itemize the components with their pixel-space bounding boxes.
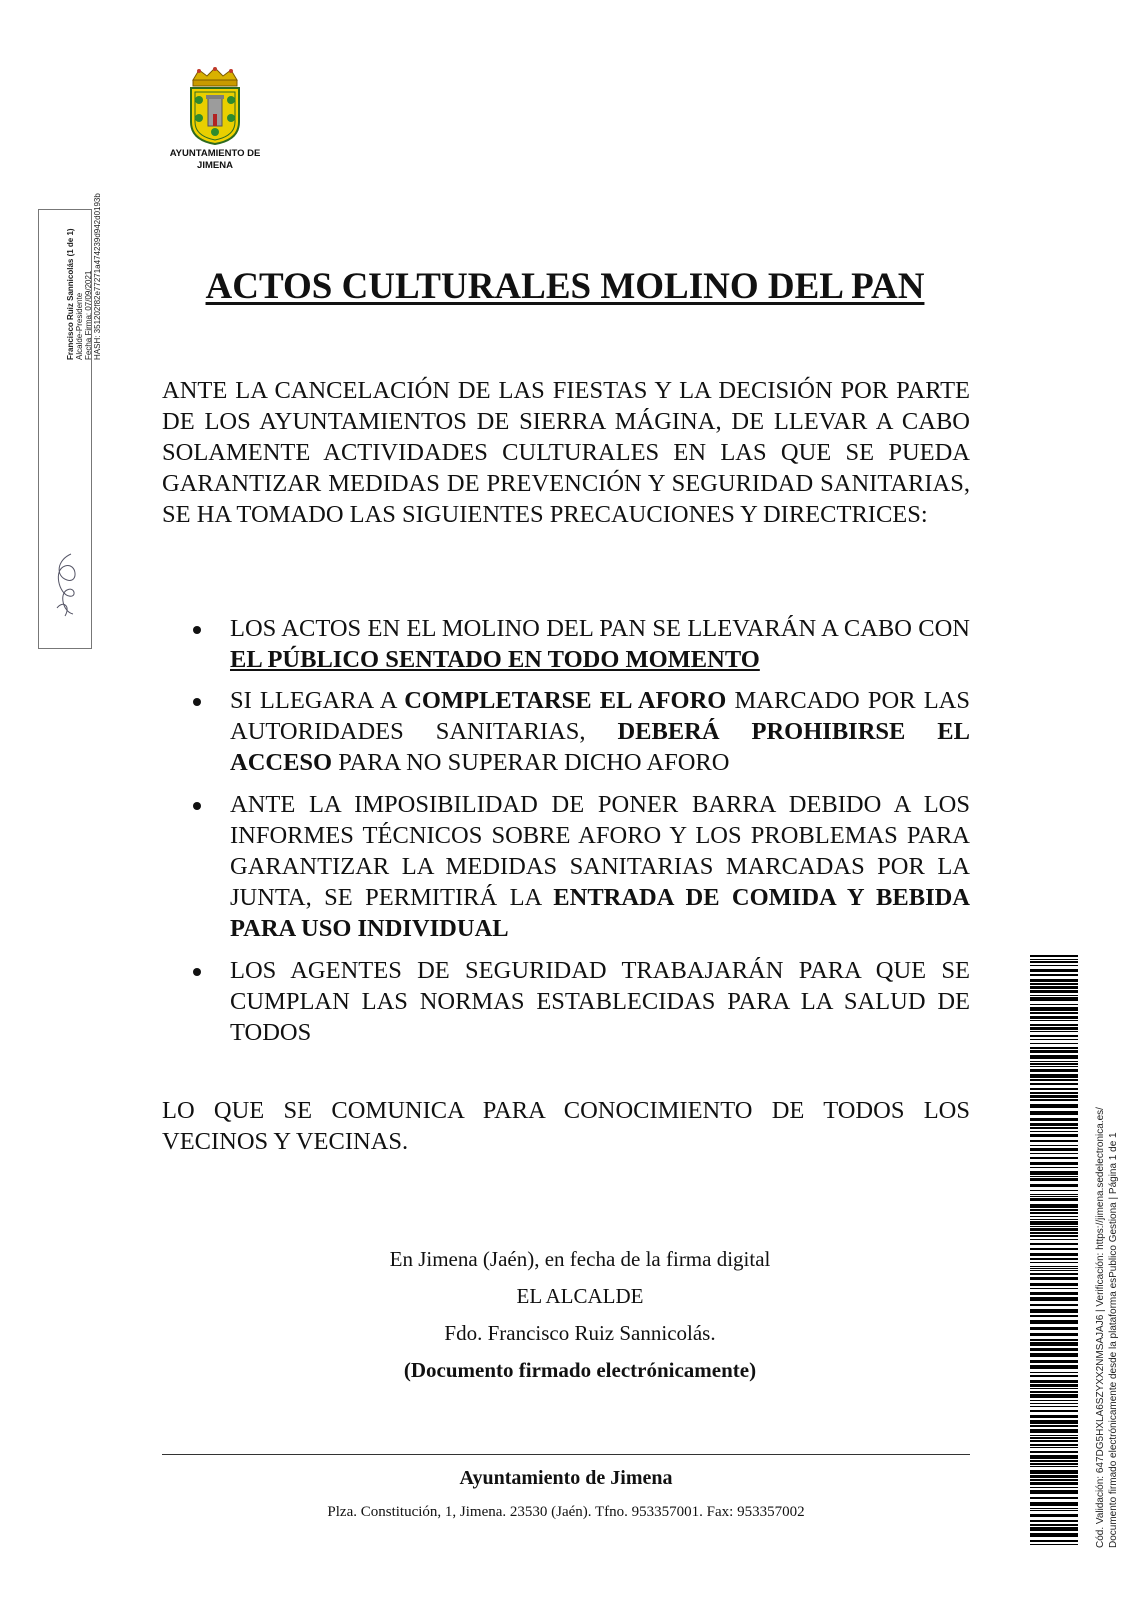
barcode-bar [1030, 1050, 1078, 1053]
bullet-icon [193, 802, 201, 810]
barcode-bar [1030, 1016, 1078, 1019]
barcode-bar [1030, 1309, 1078, 1313]
bullet-text: LOS AGENTES DE SEGURIDAD TRABAJARÁN PARA QUE SE CUMPLAN LAS NORMAS ESTABLECIDAS PARA LA SALUD DE TODOS [230, 957, 970, 1046]
barcode-bar [1030, 1047, 1078, 1049]
barcode-bar [1030, 1083, 1078, 1085]
barcode-bar [1030, 1463, 1078, 1465]
barcode-bar [1030, 1190, 1078, 1191]
barcode-bar [1030, 1403, 1078, 1404]
barcode-bar [1030, 1095, 1078, 1098]
barcode-bar [1030, 1167, 1078, 1168]
barcode-bar [1030, 1327, 1078, 1330]
closing-paragraph: LO QUE SE COMUNICA PARA CONOCIMIENTO DE TODOS LOS VECINOS Y VECINAS. [162, 1097, 970, 1155]
barcode-bar [1030, 983, 1078, 985]
barcode-bar [1030, 1320, 1078, 1324]
intro-paragraph: ANTE LA CANCELACIÓN DE LAS FIESTAS Y LA DECISIÓN POR PARTE DE LOS AYUNTAMIENTOS DE SIERRA MÁGINA, DE LLEVAR A CABO SOLAMENTE ACTIVIDADES CULTURALES EN LAS QUE SE PUEDA GARANTIZAR MEDIDAS DE PREVENCIÓN Y SEGURIDAD SANITARIAS, SE HA TOMADO LAS SIGUIENTES PRECAUCIONES Y DIRECTRICES: [162, 377, 970, 528]
barcode-bar [1030, 1148, 1078, 1151]
signed-by: Fdo. Francisco Ruiz Sannicolás. [444, 1321, 716, 1345]
barcode-bar [1030, 1209, 1078, 1211]
barcode-bar [1030, 1333, 1078, 1336]
barcode-bar [1030, 1479, 1078, 1481]
barcode-bar [1030, 1157, 1078, 1159]
validation-barcode [1030, 955, 1078, 1548]
barcode-bar [1030, 995, 1078, 996]
barcode-bar [1030, 1502, 1078, 1506]
barcode-bar [1030, 1415, 1078, 1418]
barcode-bar [1030, 959, 1078, 960]
barcode-bar [1030, 1540, 1078, 1542]
electronic-signature-note: (Documento firmado electrónicamente) [403, 1358, 757, 1382]
barcode-bar [1030, 1127, 1078, 1129]
barcode-bar [1030, 1372, 1078, 1373]
barcode-bar [1030, 1171, 1078, 1175]
bullet-icon [193, 968, 201, 976]
barcode-bar [1030, 1384, 1078, 1387]
list-item [162, 685, 970, 778]
bullet-icon [193, 626, 201, 634]
barcode-bar [1030, 1510, 1078, 1511]
barcode-bar [1030, 1470, 1078, 1474]
barcode-bar [1030, 1039, 1078, 1040]
barcode-bar [1030, 1391, 1078, 1393]
barcode-bar [1030, 1162, 1078, 1165]
barcode-bar [1030, 1131, 1078, 1132]
barcode-bar [1030, 1266, 1078, 1267]
barcode-bar [1030, 1088, 1078, 1090]
barcode-bar [1030, 1277, 1078, 1280]
footer-address: Plza. Constitución, 1, Jimena. 23530 (Jaén). Tfno. 953357001. Fax: 953357002 [327, 1504, 805, 1520]
place-date: En Jimena (Jaén), en fecha de la firma digital [389, 1247, 771, 1271]
signer-position: EL ALCALDE [516, 1284, 644, 1308]
footer-divider [162, 1454, 970, 1455]
barcode-bar [1030, 1360, 1078, 1363]
validation-info [1094, 1028, 1120, 1548]
barcode-bar [1030, 1079, 1078, 1081]
document-title: ACTOS CULTURALES MOLINO DEL PAN [205, 266, 925, 307]
barcode-bar [1030, 1069, 1078, 1072]
bullet-text: SI LLEGARA A [230, 687, 405, 714]
barcode-bar [1030, 1196, 1078, 1197]
directives-list [162, 613, 970, 1058]
barcode-bar [1030, 1297, 1078, 1301]
barcode-bar [1030, 1348, 1078, 1351]
barcode-bar [1030, 986, 1078, 989]
barcode-bar [1030, 1533, 1078, 1537]
barcode-bar [1030, 1092, 1078, 1094]
list-item [162, 613, 970, 675]
barcode-bar [1030, 1524, 1078, 1526]
barcode-bar [1030, 1140, 1078, 1142]
barcode-bar [1030, 1243, 1078, 1245]
bullet-icon [193, 698, 201, 706]
barcode-bar [1030, 1194, 1078, 1195]
barcode-bar [1030, 1375, 1078, 1377]
handwritten-signature-icon [49, 550, 83, 620]
footer-organization: Ayuntamiento de Jimena [459, 1467, 673, 1489]
barcode-bar [1030, 1063, 1078, 1065]
list-item [162, 955, 970, 1048]
barcode-bar [1030, 1043, 1078, 1044]
coat-of-arms-icon [185, 66, 245, 146]
barcode-bar [1030, 961, 1078, 963]
barcode-bar [1030, 1176, 1078, 1177]
barcode-bar [1030, 1451, 1078, 1453]
signature-block [300, 1247, 860, 1395]
signature-date: Fecha Firma: 07/09/2021 [84, 270, 93, 360]
barcode-bar [1030, 1178, 1078, 1181]
list-item [162, 789, 970, 944]
barcode-bar [1030, 1339, 1078, 1341]
barcode-bar [1030, 1198, 1078, 1201]
barcode-bar [1030, 1497, 1078, 1499]
bullet-emphasis: DEBERÁ PROHIBIRSE EL ACCESO [230, 718, 970, 776]
signature-hash: HASH: 351202f82e77271a474239d942d0193b [93, 193, 102, 360]
logo-caption-line2: JIMENA [197, 160, 233, 171]
barcode-bar [1030, 990, 1078, 993]
barcode-bar [1030, 1027, 1078, 1030]
barcode-bar [1030, 1440, 1078, 1442]
barcode-bar [1030, 1315, 1078, 1317]
barcode-bar [1030, 1123, 1078, 1126]
barcode-bar [1030, 979, 1078, 982]
barcode-bar [1030, 1447, 1078, 1448]
barcode-bar [1030, 1012, 1078, 1014]
barcode-bar [1030, 1270, 1078, 1271]
barcode-bar [1030, 1544, 1078, 1545]
barcode-bar [1030, 1410, 1078, 1412]
barcode-bar [1030, 1353, 1078, 1357]
validation-code: Cód. Validación: 647DG5HXLA6SZYXX2NMSAJAJ6 | Verificación: https://jimena.sedelectronica.es/ [1095, 1107, 1106, 1548]
barcode-bar [1030, 1145, 1078, 1146]
barcode-bar [1030, 1111, 1078, 1115]
barcode-bar [1030, 1304, 1078, 1306]
signature-stamp [38, 193, 102, 649]
barcode-bar [1030, 1400, 1078, 1401]
barcode-bar [1030, 1216, 1078, 1217]
barcode-bar [1030, 1288, 1078, 1289]
barcode-bar [1030, 955, 1078, 957]
barcode-bar [1030, 1118, 1078, 1121]
bullet-text: ANTE LA IMPOSIBILIDAD DE PONER BARRA DEBIDO A LOS INFORMES TÉCNICOS SOBRE AFORO Y LOS PROBLEMAS PARA GARANTIZAR LA MEDIDAS SANITARIAS MARCADAS POR LA JUNTA, SE PERMITIRÁ LA [230, 791, 970, 911]
barcode-bar [1030, 1527, 1078, 1531]
barcode-bar [1030, 1235, 1078, 1237]
barcode-bar [1030, 1219, 1078, 1220]
barcode-bar [1030, 1055, 1078, 1059]
barcode-bar [1030, 1031, 1078, 1032]
barcode-bar [1030, 1437, 1078, 1439]
barcode-bar [1030, 1262, 1078, 1263]
signer-name: Francisco Ruiz Sannicolás (1 de 1) [66, 228, 75, 360]
barcode-bar [1030, 1388, 1078, 1389]
bullet-emphasis: ENTRADA DE COMIDA Y BEBIDA PARA USO INDIVIDUAL [230, 884, 970, 942]
bullet-text: MARCADO POR LAS AUTORIDADES SANITARIAS, [230, 687, 971, 745]
barcode-bar [1030, 1444, 1078, 1446]
barcode-bar [1030, 1429, 1078, 1433]
barcode-bar [1030, 1475, 1078, 1478]
barcode-bar [1030, 1490, 1078, 1494]
barcode-bar [1030, 1204, 1078, 1208]
validation-platform: Documento firmado electrónicamente desde la plataforma esPublico Gestiona | Página 1 de 1 [1108, 1132, 1119, 1548]
municipal-logo [160, 66, 270, 176]
barcode-bar [1030, 1292, 1078, 1295]
barcode-bar [1030, 1212, 1078, 1214]
barcode-bar [1030, 1342, 1078, 1346]
barcode-bar [1030, 1099, 1078, 1101]
barcode-bar [1030, 1466, 1078, 1467]
bullet-emphasis: EL PÚBLICO SENTADO EN TODO MOMENTO [230, 646, 760, 673]
barcode-bar [1030, 1226, 1078, 1227]
barcode-bar [1030, 1007, 1078, 1011]
barcode-bar [1030, 1420, 1078, 1424]
barcode-bar [1030, 1228, 1078, 1231]
barcode-bar [1030, 1248, 1078, 1250]
barcode-bar [1030, 1455, 1078, 1459]
barcode-bar [1030, 1020, 1078, 1021]
barcode-bar [1030, 1004, 1078, 1005]
barcode-bar [1030, 1514, 1078, 1517]
barcode-bar [1030, 1134, 1078, 1137]
barcode-bar [1030, 1380, 1078, 1383]
barcode-bar [1030, 1508, 1078, 1509]
barcode-bar [1030, 1258, 1078, 1260]
barcode-bar [1030, 1394, 1078, 1398]
barcode-bar [1030, 1035, 1078, 1037]
barcode-bar [1030, 997, 1078, 1001]
barcode-bar [1030, 1104, 1078, 1108]
bullet-emphasis: COMPLETARSE EL AFORO [404, 687, 727, 714]
barcode-bar [1030, 1232, 1078, 1234]
logo-caption-line1: AYUNTAMIENTO DE [169, 148, 261, 159]
signer-role: Alcalde-Presidente [75, 292, 84, 360]
barcode-bar [1030, 1520, 1078, 1522]
barcode-bar [1030, 1406, 1078, 1407]
barcode-bar [1030, 1061, 1078, 1062]
bullet-text: PARA NO SUPERAR DICHO AFORO [332, 749, 730, 776]
barcode-bar [1030, 1482, 1078, 1485]
barcode-bar [1030, 1425, 1078, 1427]
barcode-bar [1030, 1221, 1078, 1225]
barcode-bar [1030, 965, 1078, 966]
barcode-bar [1030, 1184, 1078, 1187]
barcode-bar [1030, 969, 1078, 972]
bullet-text: LOS ACTOS EN EL MOLINO DEL PAN SE LLEVARÁN A CABO CON [230, 615, 970, 642]
barcode-bar [1030, 1273, 1078, 1275]
barcode-bar [1030, 1074, 1078, 1078]
barcode-bar [1030, 1066, 1078, 1067]
barcode-bar [1030, 1365, 1078, 1369]
barcode-bar [1030, 1283, 1078, 1286]
barcode-bar [1030, 1253, 1078, 1256]
barcode-bar [1030, 1268, 1078, 1269]
barcode-bar [1030, 1153, 1078, 1154]
barcode-bar [1030, 1239, 1078, 1240]
barcode-bar [1030, 974, 1078, 976]
barcode-bar [1030, 1024, 1078, 1026]
barcode-bar [1030, 1487, 1078, 1488]
barcode-bar [1030, 1460, 1078, 1462]
barcode-bar [1030, 1435, 1078, 1436]
